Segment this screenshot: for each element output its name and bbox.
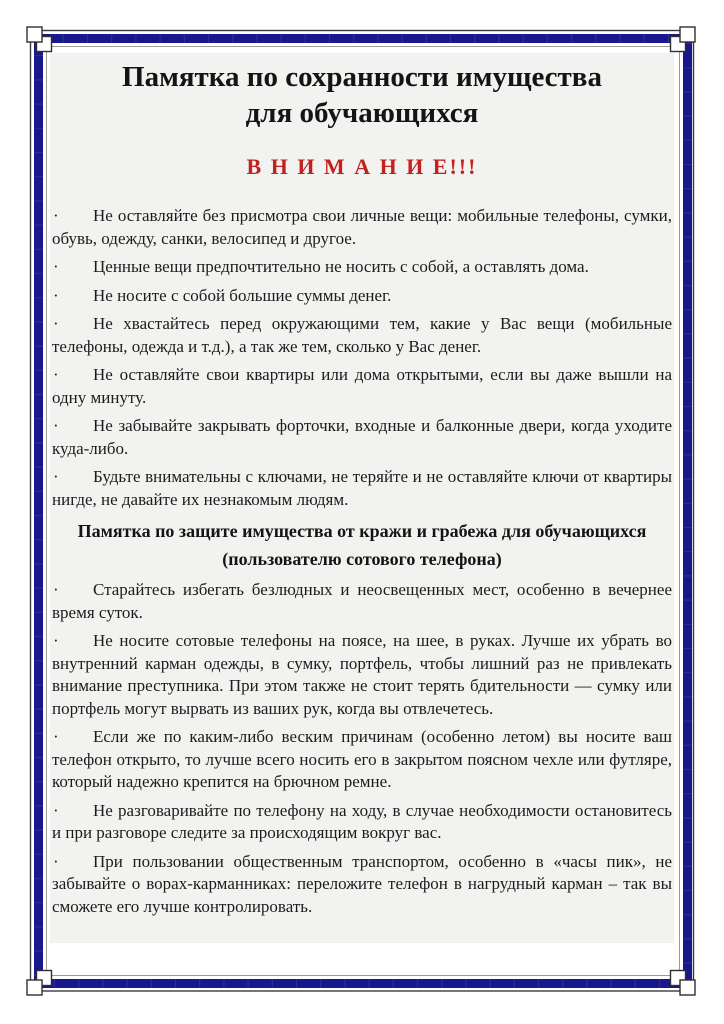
bullet-item-text: Не разговаривайте по телефону на ходу, в случае необходимости остановитесь и при разговоре следите за происходящим вокруг вас. [52,800,672,842]
bullet-marker: · [53,800,59,820]
doc-title [52,59,672,131]
bullet-item [52,800,672,845]
bullet-item [52,579,672,624]
doc-title-line2: для обучающихся [245,97,479,129]
bullet-marker: · [53,285,59,305]
section-heading-line2: (пользователю сотового телефона) [222,549,502,569]
bullet-item [52,313,672,358]
bullet-item [52,726,672,794]
bullet-marker: · [53,727,59,746]
bullet-item-text: Не носите сотовые телефоны на поясе, на шее, в руках. Лучше их убрать во внутренний карман одежды, в сумку, портфель, чтобы лишний раз не привлекать внимание преступника. При этом также не стоит терять бдительности — сумку или портфель могут вырвать из ваших рук, когда вы отвлечетесь. [52,631,672,718]
bullet-item-text: Если же по каким-либо веским причинам (особенно летом) вы носите ваш телефон открыто, то лучше всего носить его в закрытом поясном чехле или футляре, который надежно крепится на брючном ремне. [52,727,672,791]
corner-ornament-top-right [671,27,696,52]
content-area [50,53,674,943]
bullet-item-text: Будьте внимательны с ключами, не теряйте и не оставляйте ключи от квартиры нигде, не давайте их незнакомым людям. [52,467,672,509]
corner-ornament-bottom-left [27,971,52,996]
bullet-item-text: Не забывайте закрывать форточки, входные и балконные двери, когда уходите куда-либо. [52,416,672,458]
bullet-item-text: Не носите с собой большие суммы денег. [93,285,392,305]
bullet-item-text: Не хвастайтесь перед окружающими тем, какие у Вас вещи (мобильные телефоны, одежда и т.д.), а так же тем, сколько у Вас денег. [52,314,672,356]
bullet-marker: · [53,467,59,486]
attention-heading: В Н И М А Н И Е!!! [246,154,478,179]
corner-ornament-top-left [27,27,52,52]
bullet-list-phone [52,579,672,918]
bullet-item [52,205,672,250]
corner-ornament-bottom-right [671,971,696,996]
bullet-item-text: При пользовании общественным транспортом, особенно в «часы пик», не забывайте о ворах-карманниках: переложите телефон в нагрудный карман – так вы сможете его лучше контролировать. [52,851,672,916]
bullet-item [52,466,672,511]
bullet-item [52,630,672,720]
bullet-item [52,364,672,409]
bullet-marker: · [53,631,59,650]
bullet-marker: · [53,257,59,276]
bullet-item [52,851,672,919]
bullet-item-text: Старайтесь избегать безлюдных и неосвещенных мест, особенно в вечернее время суток. [52,580,672,622]
bullet-list-general [52,205,672,511]
section-heading [52,517,672,573]
bullet-item [52,415,672,460]
bullet-item [52,285,672,308]
section-heading-line1: Памятка по защите имущества от кражи и грабежа для обучающихся [77,521,647,541]
bullet-item [52,256,672,279]
bullet-marker: · [53,851,59,871]
bullet-item-text: Не оставляйте свои квартиры или дома открытыми, если вы даже вышли на одну минуту. [52,365,672,407]
bullet-marker: · [53,580,59,599]
bullet-item-text: Не оставляйте без присмотра свои личные вещи: мобильные телефоны, сумки, обувь, одежду, санки, велосипед и другое. [52,206,672,248]
bullet-marker: · [53,416,59,435]
bullet-item-text: Ценные вещи предпочтительно не носить с собой, а оставлять дома. [93,257,589,276]
bullet-marker: · [53,206,59,225]
bullet-marker: · [53,365,59,384]
bullet-marker: · [53,314,59,333]
doc-title-line1: Памятка по сохранности имущества [122,61,602,93]
